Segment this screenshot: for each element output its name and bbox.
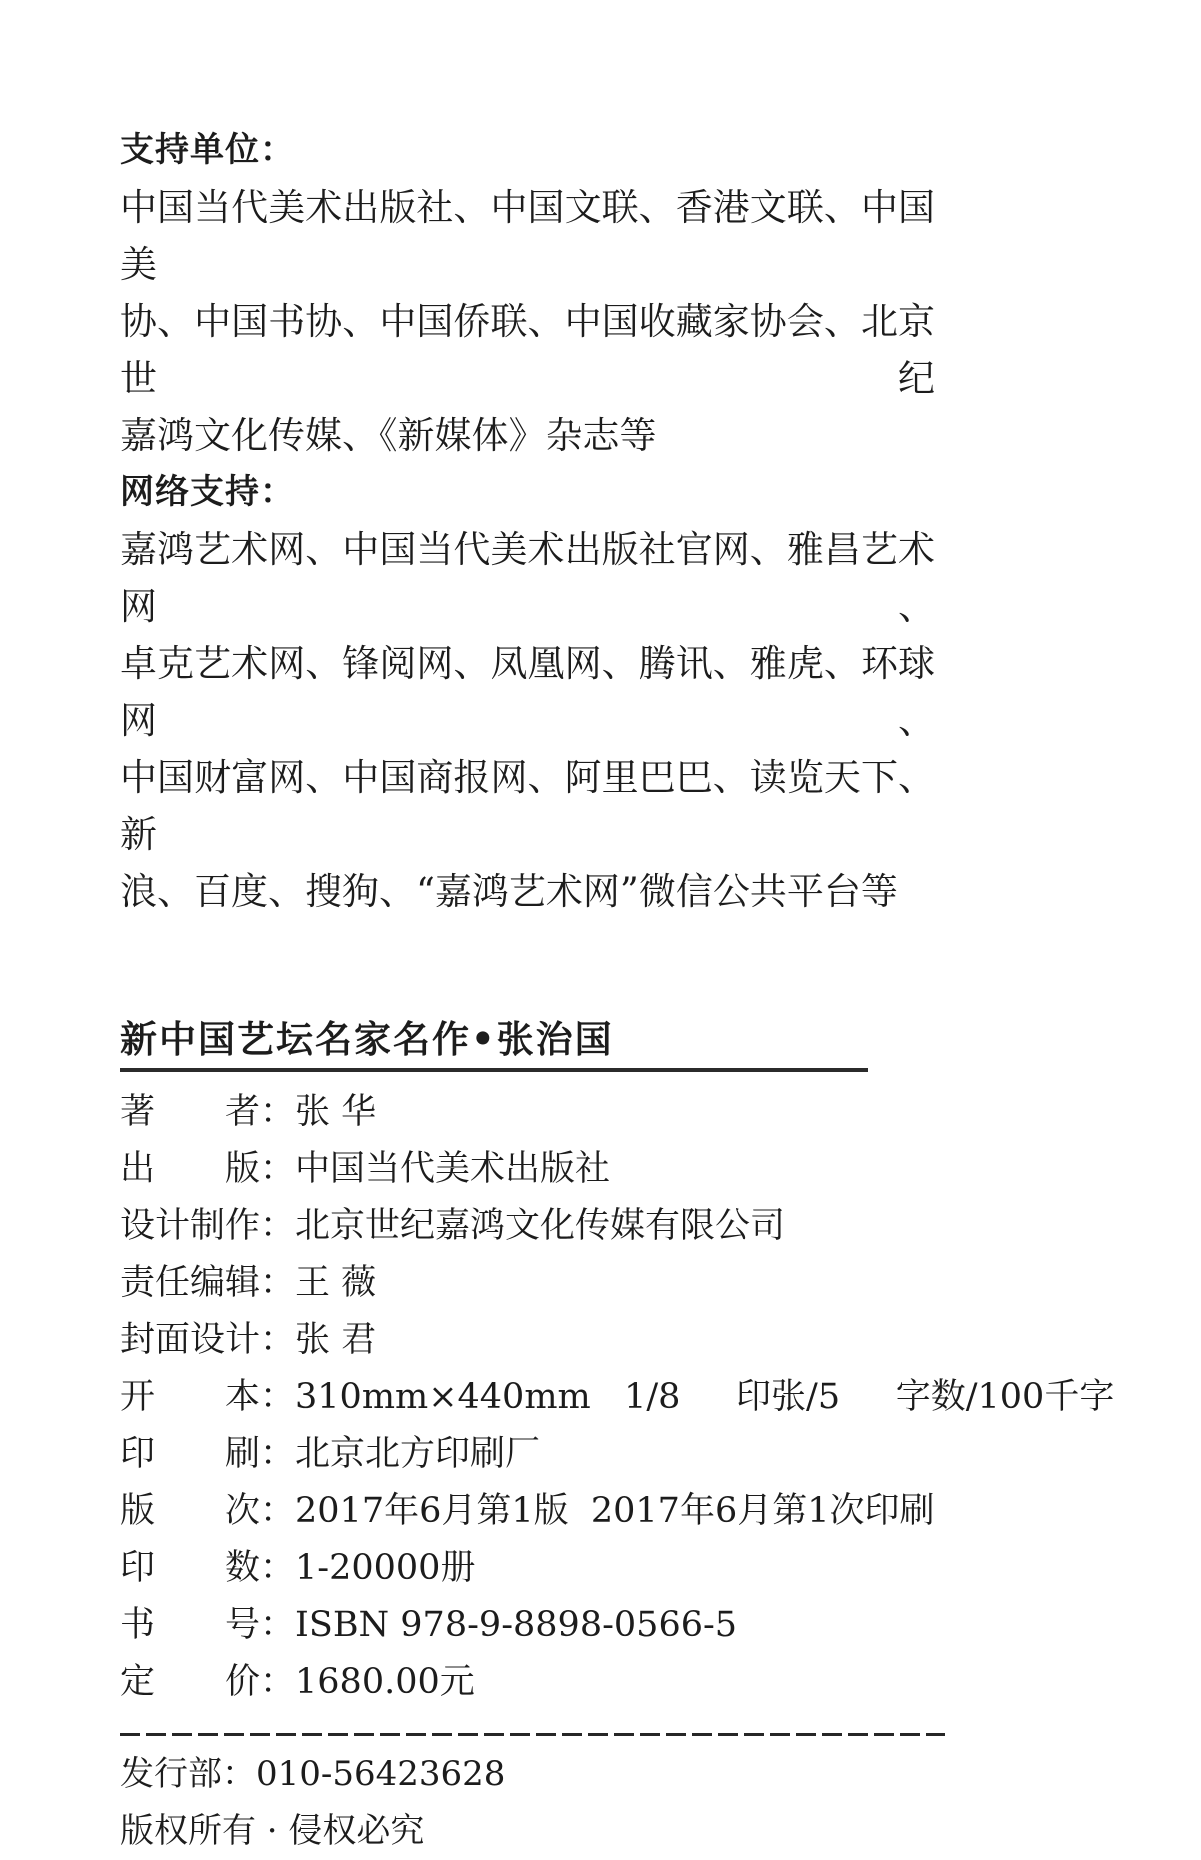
network-support-line: 浪、百度、搜狗、“嘉鸿艺术网”微信公共平台等	[120, 870, 898, 913]
detail-value: 王 薇	[295, 1263, 377, 1303]
detail-row-price	[120, 1654, 1201, 1711]
detail-row-author	[120, 1084, 1201, 1141]
network-support-list	[120, 521, 935, 920]
detail-row-publisher	[120, 1141, 1201, 1198]
support-units-line: 协、中国书协、中国侨联、中国收藏家协会、北京世纪	[120, 300, 935, 400]
support-units-list	[120, 179, 935, 464]
detail-value: 1680.00元	[295, 1662, 475, 1702]
detail-row-format	[120, 1369, 1201, 1426]
detail-label: 出 版：	[120, 1149, 296, 1189]
detail-row-cover-design	[120, 1312, 1201, 1369]
detail-value: 中国当代美术出版社	[295, 1149, 611, 1189]
network-support-line: 中国财富网、中国商报网、阿里巴巴、读览天下、新	[120, 756, 935, 856]
detail-value: 北京世纪嘉鸿文化传媒有限公司	[295, 1206, 786, 1246]
detail-value: 北京北方印刷厂	[295, 1434, 541, 1474]
publication-details	[120, 1084, 1201, 1711]
distribution-phone: 010-56423628	[256, 1754, 506, 1794]
detail-label: 定 价：	[120, 1662, 296, 1702]
distribution-label: 发行部：	[120, 1754, 256, 1794]
network-support-heading: 网络支持：	[120, 472, 295, 512]
detail-label: 著 者：	[120, 1092, 296, 1132]
distribution-contact	[120, 1746, 1201, 1803]
detail-row-edition	[120, 1483, 1201, 1540]
detail-label: 印 数：	[120, 1548, 296, 1588]
detail-row-print-run	[120, 1540, 1201, 1597]
detail-row-design-production	[120, 1198, 1201, 1255]
network-support-line: 嘉鸿艺术网、中国当代美术出版社官网、雅昌艺术网、	[120, 528, 935, 628]
detail-label: 责任编辑：	[120, 1263, 296, 1303]
detail-row-editor	[120, 1255, 1201, 1312]
detail-value: 310mm×440mm 1/8 印张/5 字数/100千字	[295, 1377, 1115, 1417]
detail-label: 设计制作：	[120, 1206, 296, 1246]
detail-row-isbn	[120, 1597, 1201, 1654]
separator-line	[120, 1733, 945, 1736]
book-title: 新中国艺坛名家名作•张治国	[120, 1016, 868, 1072]
detail-label: 印 刷：	[120, 1434, 296, 1474]
support-units-heading: 支持单位：	[120, 130, 295, 170]
support-units-line: 中国当代美术出版社、中国文联、香港文联、中国美	[120, 186, 935, 286]
detail-value: 2017年6月第1版 2017年6月第1次印刷	[295, 1491, 935, 1531]
detail-row-printing	[120, 1426, 1201, 1483]
detail-value: 张 君	[295, 1320, 377, 1360]
detail-label: 开 本：	[120, 1377, 296, 1417]
detail-value: ISBN 978-9-8898-0566-5	[295, 1605, 738, 1645]
detail-label: 书 号：	[120, 1605, 296, 1645]
detail-value: 1-20000册	[295, 1548, 476, 1588]
detail-label: 版 次：	[120, 1491, 296, 1531]
support-units-line: 嘉鸿文化传媒、《新媒体》杂志等	[120, 414, 657, 457]
copyright-notice: 版权所有 · 侵权必究	[120, 1811, 425, 1851]
detail-value: 张 华	[295, 1092, 377, 1132]
network-support-line: 卓克艺术网、锋阅网、凤凰网、腾讯、雅虎、环球网、	[120, 642, 935, 742]
detail-label: 封面设计：	[120, 1320, 296, 1360]
